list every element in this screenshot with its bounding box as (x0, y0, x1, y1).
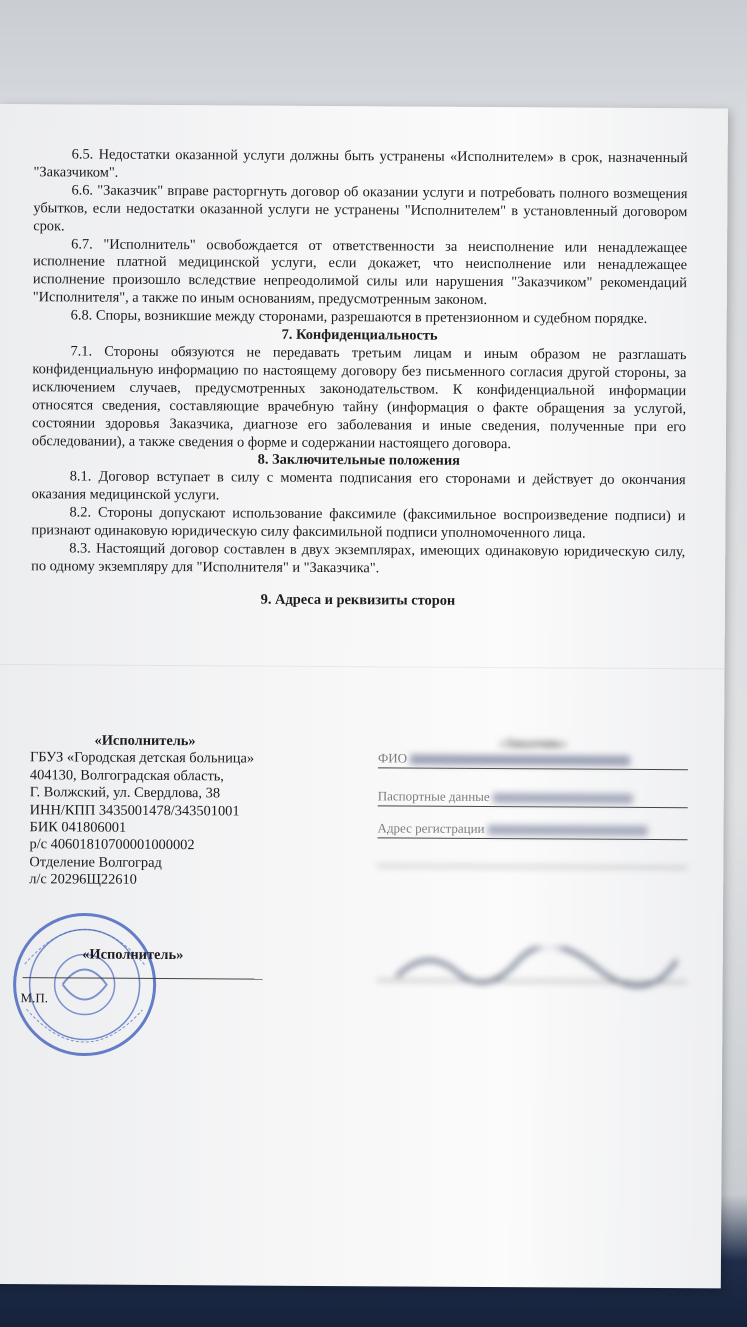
executor-line: Г. Волжский, ул. Свердлова, 38 (29, 784, 221, 802)
executor-details (29, 732, 350, 891)
contract-text (31, 146, 688, 612)
customer-title: «Заказчик» (499, 735, 567, 751)
clause-6-7: 6.7. "Исполнитель" освобождается от ответственности за неисполнение или ненадлежащее исполнение платной медицинской услуги, если докажет, что неисполнение или ненадлежащее исполнение произошло вследствие непреодолимой силы или нарушения "Заказчиком" рекомендаций "Исполнителя", а также по иным основаниям, предусмотренным законом. (32, 235, 688, 309)
executor-line: ГБУЗ «Городская детская больница» (29, 749, 255, 767)
executor-line: ИНН/КПП 3435001478/343501001 (29, 801, 240, 820)
customer-passport-label: Паспортные данные (377, 788, 490, 805)
executor-title: «Исполнитель» (94, 732, 196, 750)
clause-8-3: 8.3. Настоящий договор составлен в двух экземплярах, имеющих одинаковую юридическую силу, по одному экземпляру для "Исполнителя" и "Заказчика". (31, 540, 686, 577)
section-8-heading: 8. Заключительные положения (257, 451, 461, 470)
clause-6-8: 6.8. Споры, возникшие между сторонами, разрешаются в претензионном и судебном порядке. (70, 307, 648, 328)
customer-fio-line (378, 750, 688, 770)
executor-signature (23, 946, 353, 980)
redacted-address-extra (377, 848, 687, 868)
seal-place-label: М.П. (20, 990, 49, 1006)
clause-6-6: 6.6. "Заказчик" вправе расторгнуть договор об оказании услуги и потребовать полного возмещения убытков, если недостатки оказанной услуги не устранены "Исполнителем" в установленный договором срок. (33, 182, 688, 235)
section-9-heading: 9. Адреса и реквизиты сторон (260, 591, 456, 609)
customer-reg-label: Адрес регистрации (377, 820, 485, 836)
document-page (0, 104, 728, 1288)
customer-reg-line (378, 820, 688, 840)
customer-signature (377, 946, 697, 988)
seal-stamp (4, 904, 165, 1065)
executor-line: л/с 20296Щ22610 (29, 871, 137, 889)
customer-fio-label: ФИО (377, 750, 408, 766)
customer-details (377, 734, 688, 872)
redacted-fio (410, 755, 630, 766)
executor-line: БИК 041806001 (29, 819, 127, 836)
executor-line: р/с 40601810700001000002 (29, 836, 195, 854)
clause-8-2: 8.2. Стороны допускают использование факсимиле (факсимильное воспроизведение подписи) и признают одинаковую юридическую силу факсимильной подписи уполномоченного лица. (31, 504, 686, 542)
clause-7-1: 7.1. Стороны обязуются не передавать третьим лицам и иным образом не разглашать конфиденциальную информацию по настоящему договору без письменного согласия другой стороны, за исключением случаев, предусмотренных законодательством. К конфиденциальной информации относятся сведения, составляющие врачебную тайну (информация о факте обращения за услугой, состоянии здоровья Заказчика, диагнозе его заболевания и иные сведения, полученные при его обследовании), а также сведения о форме и содержании настоящего договора. (31, 343, 687, 452)
executor-sign-title: «Исполнитель» (82, 946, 184, 964)
customer-passport-line (378, 788, 688, 808)
section-7-heading: 7. Конфиденциальность (281, 326, 438, 344)
clause-8-1: 8.1. Договор вступает в силу с момента подписания его сторонами и действует до окончания оказания медицинской услуги. (31, 468, 686, 504)
clause-6-5: 6.5. Недостатки оказанной услуги должны быть устранены «Исполнителем» в срок, назначенный "Заказчиком". (33, 146, 688, 181)
executor-sign-line (23, 963, 263, 979)
executor-line: 404130, Волгоградская область, (29, 767, 224, 785)
paper-fold (0, 664, 725, 669)
redacted-address (488, 825, 648, 836)
executor-line: Отделение Волгоград (29, 854, 162, 871)
redacted-passport (493, 793, 633, 804)
